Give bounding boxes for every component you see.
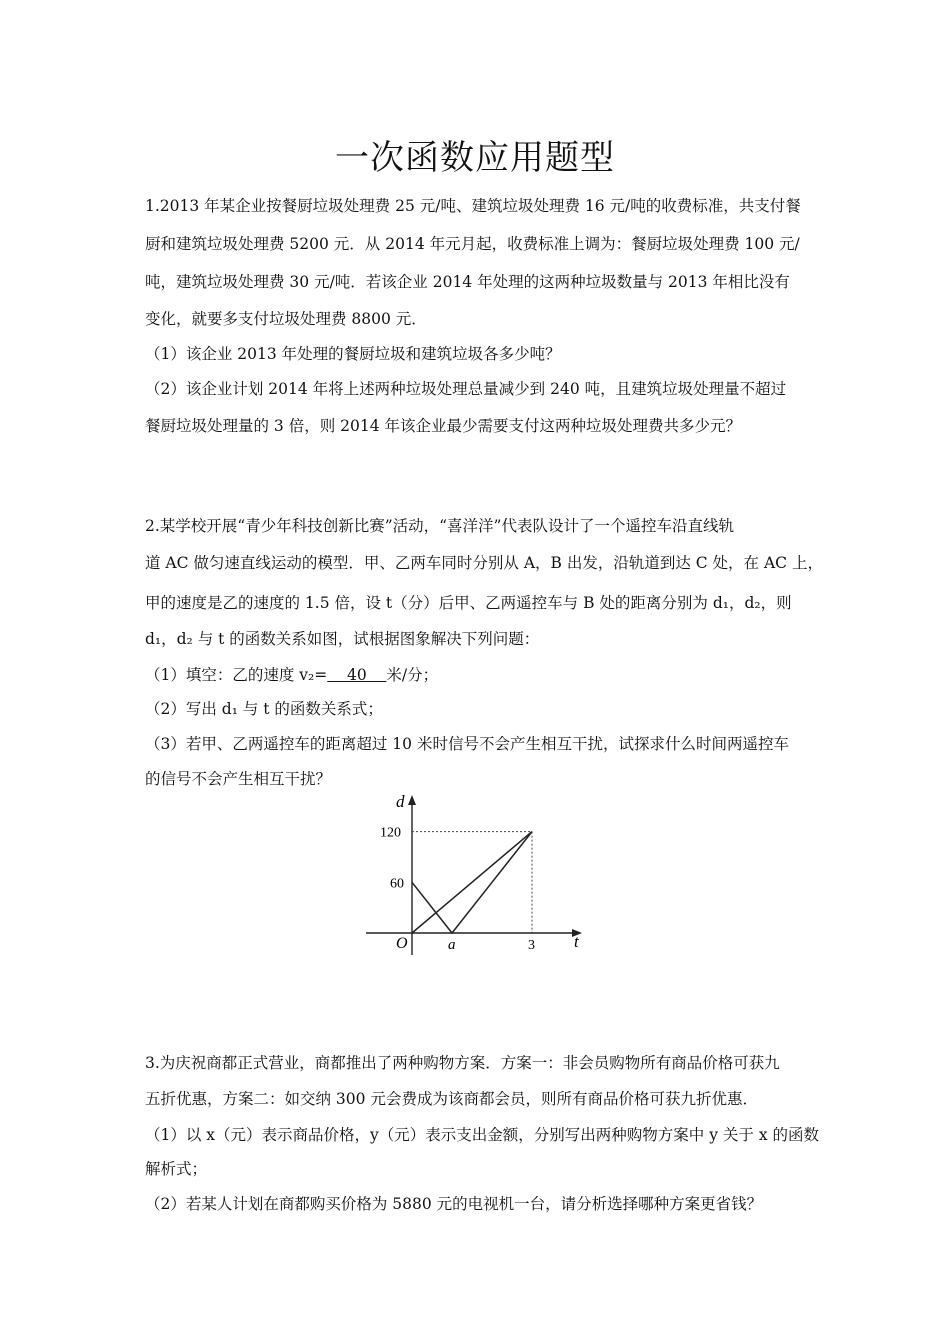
q2-sub-1-answer: 40: [327, 666, 387, 684]
y-tick-label: 60: [390, 876, 404, 892]
page-title: 一次函数应用题型: [335, 138, 615, 178]
q1-line-4: 变化，就要多支付垃圾处理费 8800 元．: [145, 310, 427, 328]
q3-line-2: 五折优惠，方案二：如交纳 300 元会费成为该商都会员，则所有商品价格可获九折优惠．: [145, 1090, 758, 1108]
q1-sub-1: （1）该企业 2013 年处理的餐厨垃圾和建筑垃圾各多少吨？: [145, 345, 561, 363]
q1-line-1: 1.2013 年某企业按餐厨垃圾处理费 25 元/吨、建筑垃圾处理费 16 元/吨的收费标准，共支付餐: [145, 197, 801, 215]
q2-line-1: 2.某学校开展“青少年科技创新比赛”活动，“喜洋洋”代表队设计了一个遥控车沿直线轨: [145, 517, 734, 535]
function-graph: [360, 785, 600, 965]
y-axis-arrow: [408, 795, 416, 805]
q3-sub-1-line-1: （1）以 x（元）表示商品价格，y（元）表示支出金额，分别写出两种购物方案中 y 关于 x 的函数: [145, 1126, 819, 1144]
q2-line-2: 道 AC 做匀速直线运动的模型．甲、乙两车同时分别从 A，B 出发，沿轨道到达 C 处，在 AC 上，: [145, 554, 823, 572]
x-tick-label: 3: [528, 938, 535, 953]
series-line-2: [412, 832, 532, 933]
q2-line-4: d₁，d₂ 与 t 的函数关系如图，试根据图象解决下列问题：: [145, 630, 540, 648]
q2-line-3: 甲的速度是乙的速度的 1.5 倍，设 t（分）后甲、乙两遥控车与 B 处的距离分别为 d₁，d₂，则: [145, 594, 792, 612]
y-axis-label: d: [396, 792, 405, 811]
q2-sub-1-suffix: 米/分；: [386, 666, 439, 684]
origin-label: O: [396, 935, 408, 952]
q2-sub-3-line-1: （3）若甲、乙两遥控车的距离超过 10 米时信号不会产生相互干扰，试探求什么时间两遥控车: [145, 735, 789, 753]
x-axis-label: t: [574, 932, 579, 951]
q3-line-1: 3.为庆祝商都正式营业，商都推出了两种购物方案．方案一：非会员购物所有商品价格可获九: [145, 1054, 780, 1072]
q3-sub-1-line-2: 解析式；: [145, 1160, 208, 1178]
y-tick-label: 120: [380, 825, 401, 841]
q2-sub-3-line-2: 的信号不会产生相互干扰？: [145, 770, 332, 788]
q1-line-2: 厨和建筑垃圾处理费 5200 元．从 2014 年元月起，收费标准上调为：餐厨垃圾处理费 100 元/: [145, 235, 800, 253]
q3-sub-2: （2）若某人计划在商都购买价格为 5880 元的电视机一台，请分析选择哪种方案更省钱？: [145, 1195, 763, 1213]
q1-sub-2-line-2: 餐厨垃圾处理量的 3 倍，则 2014 年该企业最少需要支付这两种垃圾处理费共多少元？: [145, 417, 742, 435]
q1-sub-2-line-1: （2）该企业计划 2014 年将上述两种垃圾处理总量减少到 240 吨，且建筑垃圾处理量不超过: [145, 380, 787, 398]
q1-line-3: 吨，建筑垃圾处理费 30 元/吨．若该企业 2014 年处理的这两种垃圾数量与 2013 年相比没有: [145, 273, 790, 291]
x-tick-label: a: [448, 937, 456, 953]
q2-sub-2: （2）写出 d₁ 与 t 的函数关系式；: [145, 700, 383, 718]
q2-sub-1-prefix: （1）填空：乙的速度 v₂=: [145, 666, 328, 684]
q2-sub-1: [145, 663, 810, 685]
